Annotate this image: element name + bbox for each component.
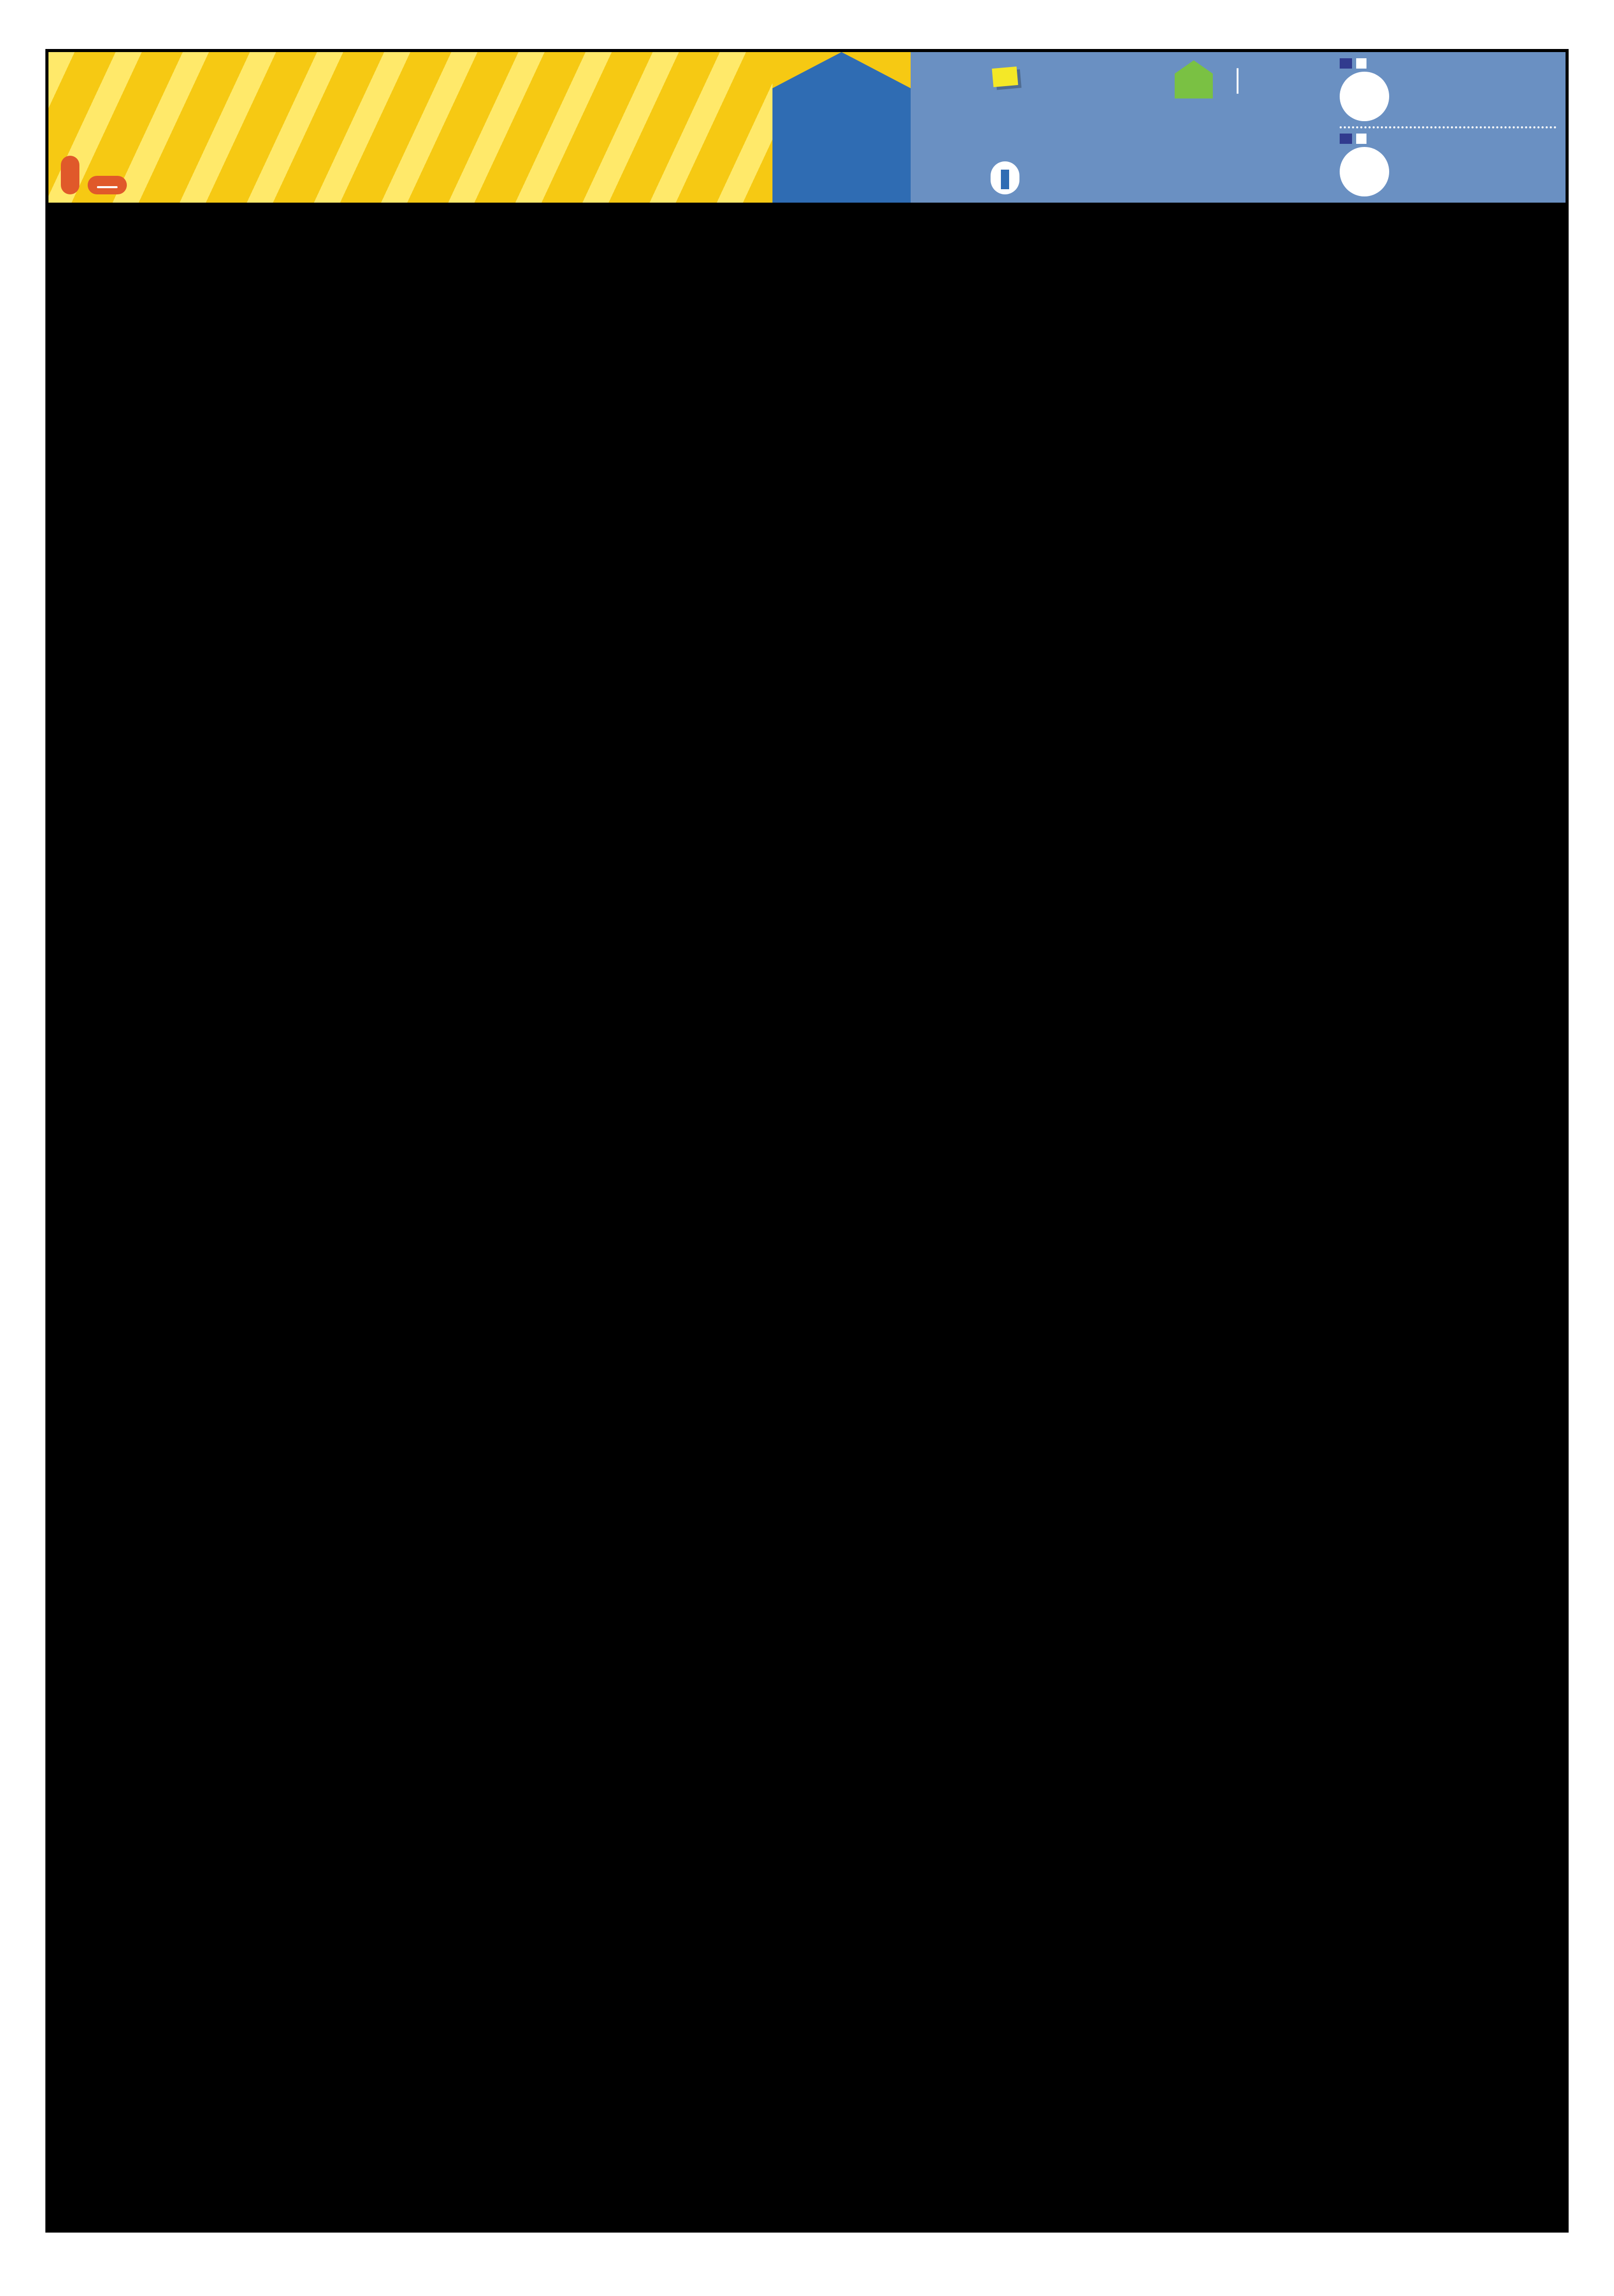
support1-max	[1340, 72, 1389, 121]
badge-bunjochi	[97, 186, 118, 188]
tuesday-chip	[1001, 170, 1009, 189]
support1-desc	[1356, 58, 1366, 69]
mascot-house-icon	[1175, 60, 1213, 98]
campaign-deadline	[991, 161, 1019, 194]
badge-land-only	[88, 176, 127, 194]
flyer-frame	[45, 49, 1569, 2233]
campaign-banner	[911, 52, 1566, 203]
open-house-banner	[772, 52, 911, 203]
support2-desc	[1356, 134, 1366, 144]
support1-tag	[1340, 58, 1352, 69]
badge-zero-downpayment	[61, 156, 79, 194]
housing-types: ｜	[1225, 68, 1250, 96]
furniture-support-label	[992, 67, 1018, 87]
support2-tag	[1340, 134, 1352, 144]
header-title-area	[48, 52, 772, 203]
support2-max	[1340, 147, 1389, 196]
header-band	[48, 52, 1566, 203]
